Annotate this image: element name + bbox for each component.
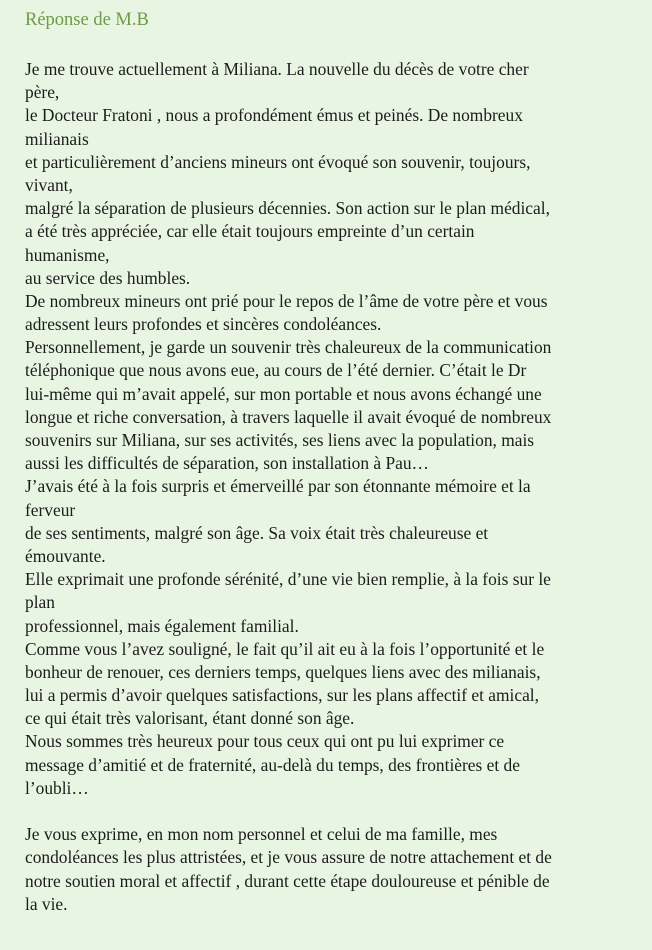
text-line: adressent leurs profondes et sincères condoléances. (25, 314, 382, 335)
text-line: milianais (25, 128, 89, 149)
text-line: père, (25, 82, 60, 103)
text-line: message d’amitié et de fraternité, au-delà du temps, des frontières et de (25, 754, 520, 775)
text-line: Comme vous l’avez souligné, le fait qu’il ait eu à la fois l’opportunité et le (25, 638, 545, 659)
text-line: vivant, (25, 174, 73, 195)
text-line: Nous sommes très heureux pour tous ceux qui ont pu lui exprimer ce (25, 731, 505, 752)
closing-line: condoléances les plus attristées, et je vous assure de notre attachement et de (25, 847, 552, 868)
text-line: au service des humbles. (25, 267, 191, 288)
text-line: souvenirs sur Miliana, sur ses activités, ses liens avec la population, mais (25, 430, 535, 450)
text-line: émouvante. (25, 545, 106, 566)
text-line: Je me trouve actuellement à Miliana. La nouvelle du décès de votre cher (25, 59, 529, 79)
text-line: aussi les difficultés de séparation, son installation à Pau… (25, 453, 429, 474)
closing-line: notre soutien moral et affectif , durant cette étape douloureuse et pénible de (25, 870, 550, 891)
text-line: J’avais été à la fois surpris et émerveillé par son étonnante mémoire et la (25, 476, 531, 497)
text-line: malgré la séparation de plusieurs décennies. Son action sur le plan médical, (25, 198, 550, 219)
closing-line: la vie. (25, 893, 68, 914)
text-line: lui-même qui m’avait appelé, sur mon portable et nous avons échangé une (25, 383, 542, 404)
closing-line: Je vous exprime, en mon nom personnel et celui de ma famille, mes (25, 824, 498, 845)
text-line: bonheur de renouer, ces derniers temps, quelques liens avec des milianais, (25, 661, 541, 682)
text-line: Elle exprimait une profonde sérénité, d’une vie bien remplie, à la fois sur le (25, 569, 551, 590)
text-line: l’oubli… (25, 777, 89, 798)
text-line: de ses sentiments, malgré son âge. Sa voix était très chaleureuse et (25, 522, 489, 543)
text-line: longue et riche conversation, à travers laquelle il avait évoqué de nombreux (25, 406, 552, 427)
text-line: professionnel, mais également familial. (25, 615, 299, 636)
text-line: téléphonique que nous avons eue, au cours de l’été dernier. C’était le Dr (25, 360, 527, 381)
page-title: Réponse de M.B (25, 10, 149, 30)
text-line: humanisme, (25, 244, 110, 265)
text-line: Personnellement, je garde un souvenir très chaleureux de la communication (25, 337, 552, 358)
text-line: le Docteur Fratoni , nous a profondément émus et peinés. De nombreux (25, 105, 523, 126)
text-line: ferveur (25, 499, 76, 520)
text-line: De nombreux mineurs ont prié pour le repos de l’âme de votre père et vous (25, 290, 548, 311)
text-line: plan (25, 592, 55, 613)
text-line: et particulièrement d’anciens mineurs ont évoqué son souvenir, toujours, (25, 151, 531, 172)
text-line: lui a permis d’avoir quelques satisfactions, sur les plans affectif et amical, (25, 685, 539, 706)
letter-body (25, 58, 645, 916)
text-line: a été très appréciée, car elle était toujours empreinte d’un certain (25, 221, 475, 242)
text-line: ce qui était très valorisant, étant donné son âge. (25, 708, 355, 729)
paragraph-gap (25, 800, 645, 823)
